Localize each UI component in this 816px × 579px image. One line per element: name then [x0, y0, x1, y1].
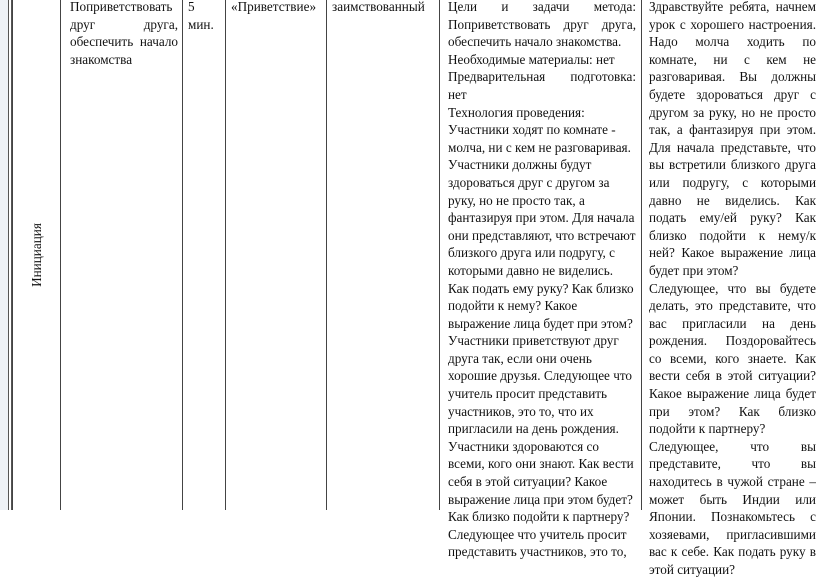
description-technology-heading: Технология проведения: — [448, 104, 585, 120]
description-preparation: Предварительная подготовка: нет — [448, 69, 636, 102]
phase-cell — [12, 0, 61, 510]
goal-cell — [61, 0, 183, 510]
script-paragraph-2: Следующее, что вы будете делать, это представите, что вас пригласили на день рождения. Поздоровайтесь со всеми, кого знаете. Как вести себя в этой ситуации? Какое выражение лица будет при этом? Как близко подойти к партнеру? — [649, 280, 816, 437]
teacher-script-cell — [642, 0, 816, 577]
goal-text: Поприветствовать друг друга, обеспечить начало знакомства — [70, 0, 178, 67]
script-paragraph-3: Следующее, что вы представите, что вы находитесь в чужой стране – может быть Индии или Японии. Познакомьтесь с хозяевами, пригласившими вас к себе. Как подать руку в этой ситуации? — [649, 438, 816, 577]
method-type-cell — [327, 0, 440, 510]
description-technology-body: Участники ходят по комнате - молча, ни с кем не разговаривая. Участники должны будут здороваться друг с другом за руку, но не просто так, а фантазируя при этом. Для начала они представляют, что встречают близкого друга или подругу, с которыми давно не виделись. Как подать ему руку? Как близко подойти к нему? Какое выражение лица будет при этом? Участники приветствуют друг друга так, если они очень хорошие друзья. Следующее что учитель просит представить участников, это то, что их пригласили на день рождения. Участники здороваются со всеми, кого они знают. Как вести себя в этой ситуации? Какое выражение лица при этом будет? Как близко подойти к партнеру? Следующее что учитель просит представить участников, это то, — [448, 122, 636, 560]
method-name-text: «Приветствие» — [231, 0, 317, 14]
table-left-margin — [0, 0, 9, 510]
description-goals: Цели и задачи метода: Поприветствовать друг друга, обеспечить начало знакомства. — [448, 0, 636, 50]
method-name-cell — [226, 0, 327, 510]
method-description-cell — [440, 0, 642, 560]
time-cell — [183, 0, 226, 510]
phase-label: Инициация — [29, 223, 45, 287]
method-type-text: заимствованный — [332, 0, 425, 14]
script-paragraph-1: Здравствуйте ребята, начнем урок с хорошего настроения. Надо молча ходить по комнате, ни с кем не разговаривая. Вы должны будете здороваться друг с другом за руку, но не просто так, а фантазируя при этом. Для начала представьте, что вы встретили близкого друга или подругу, с которыми давно не виделись. Как подать ему/ей руку? Как близко подойти к нему/к ней? Какое выражение лица будет при этом? — [649, 0, 816, 278]
description-materials: Необходимые материалы: нет — [448, 51, 615, 67]
time-text: 5 мин. — [188, 0, 214, 32]
